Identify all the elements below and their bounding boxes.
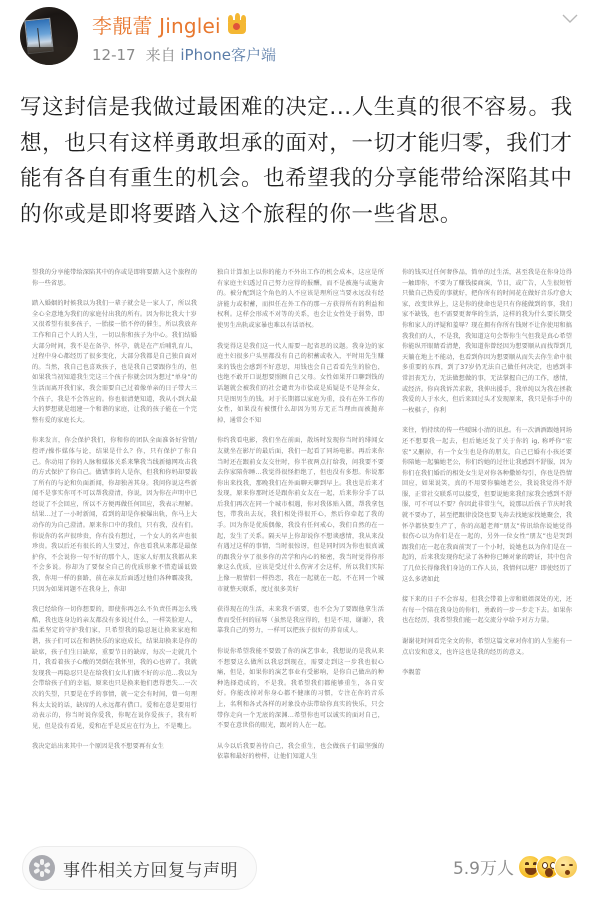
post-header xyxy=(0,0,600,82)
crown-gem xyxy=(233,23,240,30)
avatar-shadow xyxy=(20,47,78,65)
letter-paragraph: 获得现在的生活，未来我不需要，也不会为了要跟他拿生活费而受任何的屈辱（虽然是我应得的，但是不用，谢谢），我靠我自己的努力，一样可以把孩子很好的养育成人。 xyxy=(217,606,384,635)
post-date: 12-17 xyxy=(92,46,136,64)
letter-paragraph: 我决定站出来其中一个原因是我不想要再有女生 xyxy=(32,743,165,751)
letter-image-2[interactable] xyxy=(217,268,384,773)
sad-emoji-icon xyxy=(554,855,578,879)
topic-flower-icon xyxy=(29,855,55,881)
post-source-client[interactable]: iPhone客户端 xyxy=(180,46,277,64)
letter-paragraph: 我觉得这是我们这一代人需要一起省思的议题。我身边的家庭主妇很多户头里都没有自己的积蓄或收入，平时用先生赚来的钱也会感到不好意思，用钱也会自己看看先生的脸色，也绝不敢开口说想要照顾自己父母。女性如果开口聊到钱的话题就会被我们的社会谴责为市侩或是质疑是不是拜金女，只是图男生的钱。对于长期都以家庭为重，没有在外工作的女性，如果没有被惯什么却因为男方无正当理由而被抛弃掉，通常会不知 xyxy=(217,342,384,424)
letter-paragraph: 来往，悄持续的传一些暧昧小清的讯息。有一次酒酒跟她同场还不想要我一起去，但后她还发了关于你的 ig, 称呼你“宏宏”又删掉，有一个女生也是你的朋友，自己已婚有小孩还要你陪她一起骗她老公，你们约她的过往让我感到不舒服，因为你们在我们婚后的相处女生是对你各种撒娇勾引，你也是热情回应，如果说笑，真的不用要你骗她老公，我说我觉得不舒服，正常社交联系可以接受，但要说她来我们家我会感到不舒服，可不可以不要？你因此非常生气，说那以后孩子节庆时我就不要办了，甚至把跟律没饶也要飞奔去找她家找她聚会，我怀孕都快要生产了，你的高超老师“朋友”传讯给你说她觉得很伤心以为你们是在一起的，另外一位女性“朋友”也是哭到跟我们在一起在我面前哭了一个小时，说她也以为你们是在一起的，后来我发现你纪录了各种你已睡对象的跨证，其中包含了几位长得像我们身边的工作人员，我情何以堪？即使经历了这么多诸如此 xyxy=(402,427,572,583)
letter-paragraph: 你的钱买过任何奢侈品，简单的过生活，甚至我是在你身边得一触即你，不要为了赚钱接商演，节目，或广告，人生很短暂只做自己热爱的事就好，把你所有的时间花在做好音乐疗愈大家，改变世界上，这是你的使命也是只有你能做到的事，我们家不缺钱，也不需要更奢华的生活，这样的我为什么要长期受你和家人的评疑和羞辱？现在拥有你所有钱财不让你使用和搞我我们的人，不是我，我知道这句会帮你生气但我是真心希望你能纵开眼睛看清楚，我知道你曾经因为想要顺从而找帮到几天躺在地上不能动，也看到你因为想要顺从而失去你生命中很多重要的东西，到了37岁仍无法自己做任何决定，也感到非常沮丧无力，无法做想做的事，无法掌握自己的工作，感情，或经济。你向我诉苦求救，我伸出援手，我单纯以为我在拯救我爱的人于水火，但后来回过头才发现原来，我只是你手中的一枚棋子，你利 xyxy=(402,269,572,414)
crown-tip xyxy=(228,15,233,22)
post-meta xyxy=(92,44,276,65)
topic-tag-label: 事件相关方回复与声明 xyxy=(63,860,238,881)
letter-paragraph: 谢谢花时间看完全文的你，希望这篇文章对你们的人生能有一点启发和意义，也许这也是我的经历的意义。 xyxy=(402,638,572,656)
letter-paragraph: 独自计算加上以你的能力不外出工作的机会成本，这应是所有家庭主妇透过自己努力应得的报酬，而不是被施与或施舍的。被分配到这个角色的人不应该是理所应当要永远没有经济能力或积蓄，而担任在外工作的那一方获得所有的利益和权利。这样会形成不对等的关系，也会让女性处于弱势，即使男生出轨或家暴也难以有话语权。 xyxy=(217,269,384,329)
crown-tip xyxy=(235,13,240,20)
letter-image-1[interactable] xyxy=(32,268,197,763)
letter-paragraph: 从今以后我要善待自己，我会重生，也会做孩子们最坚强的依靠和最好的榜样，让他们知道人生 xyxy=(217,742,384,761)
letter-paragraph: 你说你希望我能不要毁了你的演艺事业，我想说的是我从来不想要这么做所以我忍到现在，需要走到这一步我也很心痛，但是，如果你的演艺事业有受影响，是你自己做出的种种选择造成的，不是我。我希望我们都能够重生，各自安好。你能改掉对你身心都不健康的习惯，专注在你的音乐上，名利和各式各样的对象没办法带给你真实的快乐，只会带你走向一个无底的深渊...希望你也可以诚实的面对自己，不要在意世俗的眼光，跟对的人在一起。 xyxy=(217,648,384,730)
letter-paragraph: 望我的分享能带给深陷其中的你或是即将要踏入这个旅程的你一些省思。 xyxy=(32,269,197,287)
letter-paragraph: 你约我看电影，我们坐在前面，散场时发现你当时的绯闻女友就坐在影厅的最后面，我们一起看了同场电影。再后来你当时还在跟前女友交往时，你半夜两点打给我，问我要不要去你家陪你睡...我觉得很怪拒绝了，但也没有多想。你说那你出来找我，那晚我们在外面聊天聊到早上。我也是后来才发现，原来你那时还是跟你前女友在一起，后来你分手了以后我们再次在同一个城市相遇，你对我体贴入微，帮我拿包包，带我出去玩，我们相处得很开心，然后你牵起了我的手。因为你是优质偶像，我没有任何戒心，我们自然的在一起，发生了关系。隔天早上你却说你不想谈感情，我从来没有遇过这样的事情，当时很惊讶，但是同时因为你也很真诚的跟我分享了很多你的苦学和内心的秘密，我当时觉得你形象这么优质，应该是受过什么伤害才会这样，所以我们实际上像一般情侣一样热恋，我在一起就在一起，不在同一个城市就整天联系，度过很多美好 xyxy=(217,437,384,593)
chevron-down-icon[interactable] xyxy=(562,14,576,28)
letter-image-gallery xyxy=(0,260,600,840)
crown-tip xyxy=(241,15,246,22)
username-row xyxy=(92,10,247,39)
reaction-count: 5.9万人 xyxy=(452,859,514,879)
reactions-summary[interactable] xyxy=(453,854,578,879)
letter-paragraph: 踏入婚姻的时候我以为我们一辈子就会是一家人了，所以我全心全意地为我们的家庭付出我的所有。因为你比我大十岁又很希望有很多孩子，一胎接一胎不停的催生，所以我放弃工作和自己个人的人生，一切以你和孩子为中心。我们结婚大部分时间，我不是在备孕、怀孕，就是在产后哺乳育儿，过程中身心都经历了很多变化，大部分我都是自己独自面对的。当然，我自己也喜欢孩子，也是我自己要跟你生的，但如果我当初知道我生完这三个孩子你就会因为想过“单身”的生活而离开我们家，我会需要自己过着像单亲的日子带大三个孩子，我是不会答应的。你也很清楚知道，我从小到大最大的梦想就是组建一个和谐的家庭，让我的孩子能在一个完整有爱的家庭长大。 xyxy=(32,300,197,424)
letter-paragraph: 接下来的日子不会容易，但我会带着上帝和姐姐深处的光，还有每一个陪在我身边的你们，勇敢的一步一步走下去。如果你也在经历，我希望我们能一起交流分享给予对方力量。 xyxy=(402,596,572,625)
post-footer xyxy=(0,840,600,897)
letter-image-3[interactable] xyxy=(402,268,572,689)
letter-signature: 李靚蕾 xyxy=(402,669,421,677)
avatar[interactable] xyxy=(20,7,78,65)
topic-tag-button[interactable] xyxy=(22,846,257,890)
post-source-prefix: 来自 xyxy=(145,46,176,64)
crown-vip-icon[interactable] xyxy=(227,15,247,34)
letter-paragraph: 我已经给你一切你想要的，即使你再怎么不负责任再怎么残酷，我也连身边的亲友都没有多说过什么，一样笑脸迎人，温柔坚定的守护我们家，只希望我的隐忍退让换来家庭和谐，孩子们可以在和谐快乐的家庭成长，结果却换来是你的缺席，孩子们生日缺席，重要节日的缺席，每次一走就几个月，我看着孩子心酸的哭倒在我怀里，我的心也碎了。我就发现我一再隐忍只是在给我们女儿们做不好的示范...我以为会带给孩子们的幸福，原来也只是换来他们患得患失...一次次的失望，只要是在乎的事情，就一定会有时间，曾一句理科太太说的话，缺席的人永远都有借口。爱和在意是要用行动表示的，你当时说你爱我，你呢在说你爱孩子，我有听见，但是没有看见，爱和在乎是反应在行为上，不是嘴上。 xyxy=(32,606,197,730)
letter-paragraph: 你来发言，你会保护我们，你和你的团队全面准备好营销/控评/操作媒体与论，结果是什么？你，只有保护了你自己。你动用了你的人脉和媒体关系来擎我当线新德网攻击我的方式保护了你自己。做错事的人是你，但我和你妈却要载了所有的与论和负面新闻，你却独善其身。我问你说这些新闻不是事实你可不可以帮我澄清，你说，因为你在声明中已经说了不会回应，所以不方便再做任何回应，我表示理解。结果...过了一小时新闻，看到的却是你被爆出轨，你马上大动作的为自己澄清。原来你口中的我们，只有我，没有们。你说你的名声很珍贵，你有没有想过，一个女人的名声也很珍贵。我以后还有很长的人生要过，你也看我从来都是最保护你，不会说你一句不好的那个人，连家人好朋友我都从来不会多说。你却为了要保全自己的优质形象不惜造谣诋毁我，你用一样的套路，前在亲友后面透过他们各种霸凌我，只因为如果问题不在我身上，你却 xyxy=(32,437,197,593)
post-body-text: 写这封信是我做过最困难的决定...人生真的很不容易。我想，也只有这样勇敢坦承的面对，一切才能归零，我们才能有各自有重生的机会。也希望我的分享能带给深陷其中的你或是即将要踏入这个旅程的你一些省思。 xyxy=(20,95,573,227)
username-link[interactable]: 李靚蕾 Jinglei xyxy=(92,14,221,38)
